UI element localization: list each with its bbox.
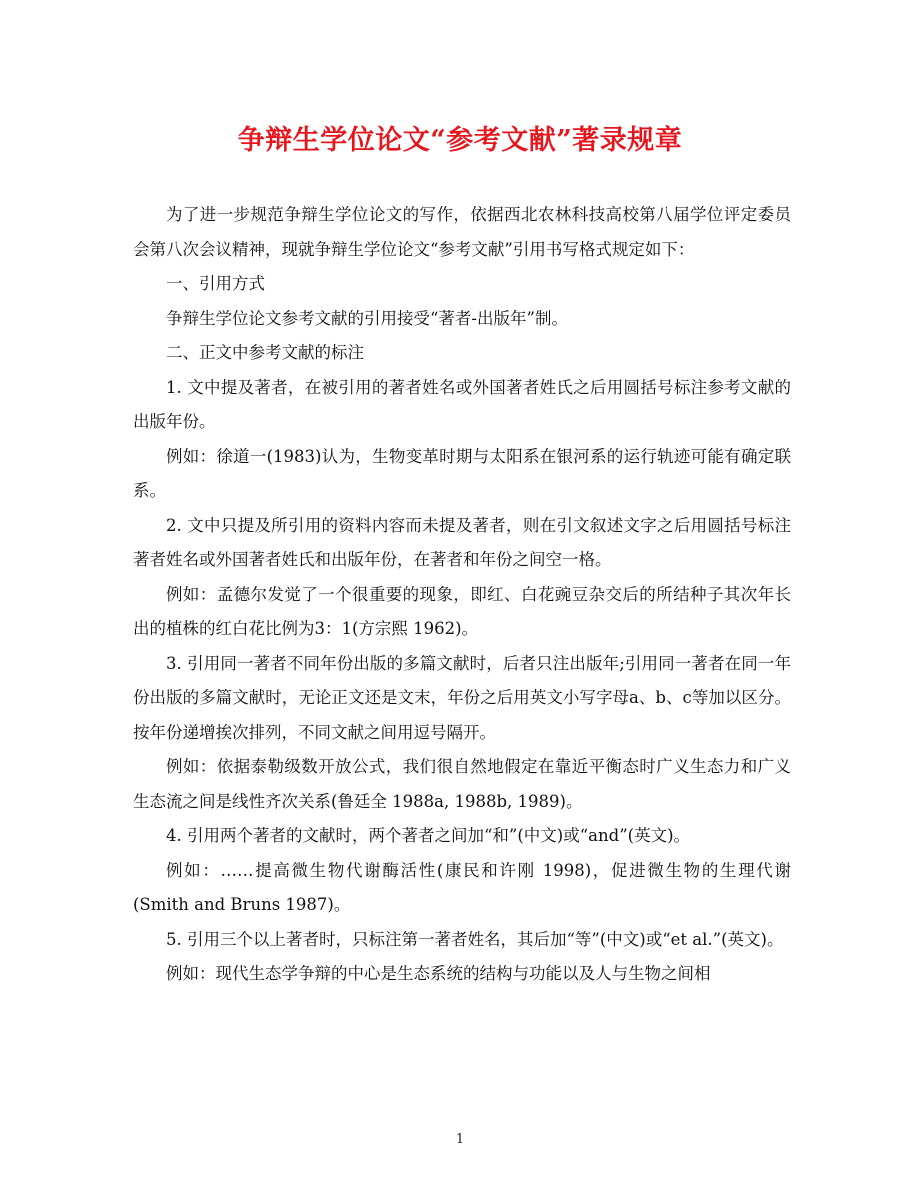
document-body [133, 198, 791, 992]
rule-item-1: 1. 文中提及著者，在被引用的著者姓名或外国著者姓氏之后用圆括号标注参考文献的出版年份。 [133, 377, 791, 431]
paragraph-intro: 为了进一步规范争辩生学位论文的写作，依据西北农林科技高校第八届学位评定委员会第八次会议精神，现就争辩生学位论文“参考文献”引用书写格式规定如下： [133, 205, 791, 259]
example-5: 例如：现代生态学争辩的中心是生态系统的结构与功能以及人与生物之间相 [166, 964, 711, 983]
section-heading-citation-method: 一、引用方式 [166, 274, 265, 293]
paragraph-citation-system: 争辩生学位论文参考文献的引用接受“著者-出版年”制。 [166, 308, 568, 328]
example-2: 例如：孟德尔发觉了一个很重要的现象，即红、白花豌豆杂交后的所结种子其次年长出的植株的红白花比例为3：1(方宗熙 1962)。 [133, 584, 791, 638]
rule-item-2: 2. 文中只提及所引用的资料内容而未提及著者，则在引文叙述文字之后用圆括号标注著者姓名或外国著者姓氏和出版年份，在著者和年份之间空一格。 [133, 515, 791, 569]
rule-item-4: 4. 引用两个著者的文献时，两个著者之间加“和”(中文)或“and”(英文)。 [166, 826, 691, 845]
document-title: 争辩生学位论文“参考文献”著录规章 [237, 125, 683, 156]
example-1: 例如：徐道一(1983)认为，生物变革时期与太阳系在银河系的运行轨迹可能有确定联系。 [133, 446, 791, 500]
rule-item-3: 3. 引用同一著者不同年份出版的多篇文献时，后者只注出版年;引用同一著者在同一年份出版的多篇文献时，无论正文还是文末，年份之后用英文小写字母a、b、c等加以区分。按年份递增挨次排列，不同文献之间用逗号隔开。 [133, 653, 791, 742]
example-3: 例如：依据泰勒级数开放公式，我们很自然地假定在靠近平衡态时广义生态力和广义生态流之间是线性齐次关系(鲁廷全 1988a, 1988b, 1989)。 [133, 757, 791, 811]
section-heading-in-text-citation: 二、正文中参考文献的标注 [166, 343, 364, 362]
page-number: 1 [455, 1132, 465, 1147]
rule-item-5: 5. 引用三个以上著者时，只标注第一著者姓名，其后加“等”(中文)或“et al.”(英文)。 [166, 929, 784, 949]
example-4: 例如：……提高微生物代谢酶活性(康民和许刚 1998)，促进微生物的生理代谢(Smith and Bruns 1987)。 [133, 860, 791, 914]
